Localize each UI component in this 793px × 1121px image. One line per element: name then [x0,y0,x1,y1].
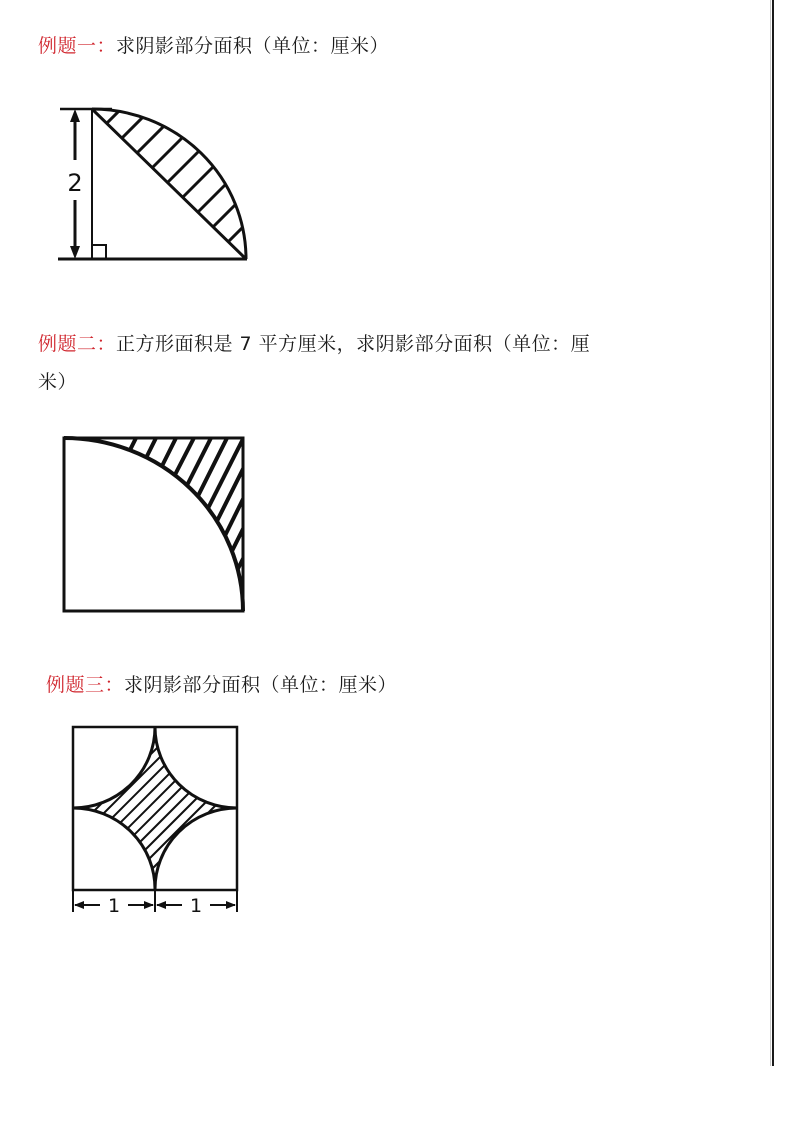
figure-2-square-quarter-circle [55,425,255,620]
figure-3-square-four-quarter-circles [65,718,250,918]
figure-3-dimension-label-left: 1 [107,895,121,917]
question-3-title [46,666,397,704]
page-border-shadow [770,0,771,1066]
question-2-title [38,325,718,401]
figure-1-dimension-label: 2 [67,169,83,197]
question-1-label: 例题一： [38,35,117,57]
question-2-text-line1: 正方形面积是 7 平方厘米，求阴影部分面积（单位：厘 [116,333,591,355]
question-2-text-line2: 米） [38,371,78,393]
question-1-title [38,27,389,65]
figure-3-dimension-label-right: 1 [189,895,203,917]
page-border-line [772,0,774,1066]
question-2-label: 例题二： [38,333,117,355]
question-1-text: 求阴影部分面积（单位：厘米） [116,35,390,57]
question-3-text: 求阴影部分面积（单位：厘米） [124,674,398,696]
question-3-label: 例题三： [46,674,125,696]
figure-1-quarter-circle-segment [40,95,270,275]
